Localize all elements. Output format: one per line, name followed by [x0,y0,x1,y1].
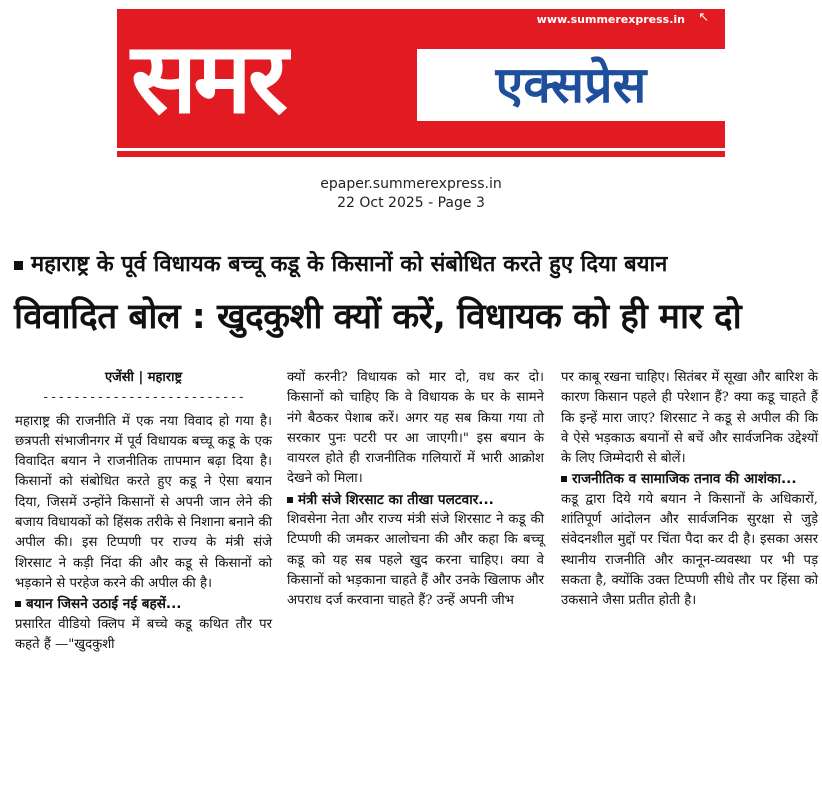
paragraph: पर काबू रखना चाहिए। सितंबर में सूखा और बारिश के कारण किसान पहले ही परेशान हैं? क्या कडू चाहते हैं कि इन्हें मारा जाए? शिरसाट ने कडू से अपील की कि वे ऐसे भड़काऊ बयानों से बचें और सार्वजनिक उद्देश्यों के लिए जिम्मेदारी से बोलें। [561,370,818,467]
section-heading-text: मंत्री संजे शिरसाट का तीखा पलटवार... [298,491,494,508]
square-bullet-icon [14,261,23,270]
square-bullet-icon [287,497,293,503]
article-column-2 [287,368,544,612]
section-heading [287,490,544,510]
headline: विवादित बोल : खुदकुशी क्यों करें, विधायक को ही मार दो [14,297,742,337]
square-bullet-icon [561,476,567,482]
article-column-3 [561,368,818,612]
square-bullet-icon [15,601,21,607]
epaper-site: epaper.summerexpress.in [320,176,502,192]
paragraph: प्रसारित वीडियो क्लिप में बच्चे कडू कथित तौर पर कहते हैं —"खुदकुशी [15,616,272,652]
masthead-url[interactable]: www.summerexpress.in [536,13,685,26]
cursor-arrow-icon: ↖ [698,10,709,25]
masthead-title-main: समर [131,22,284,136]
section-heading [561,469,818,489]
section-heading-text: राजनीतिक व सामाजिक तनाव की आशंका... [572,471,797,488]
paragraph: क्यों करनी? विधायक को मार दो, वध कर दो। किसानों को चाहिए कि वे विधायक के घर के सामने नंगे बैठकर पेशाब करें। अगर यह सब किया गया तो सरकार पुनः पटरी पर आ जाएगी।" इस बयान के वायरल होते ही राजनीतिक गलियारों में भारी आक्रोश देखने को मिला। [287,370,544,487]
byline: एजेंसी | महाराष्ट्र [104,370,183,385]
paragraph: महाराष्ट्र की राजनीति में एक नया विवाद हो गया है। छत्रपती संभाजीनगर में पूर्व विधायक बच्चू कडू के एक विवादित बयान ने राजनीतिक तापमान बढ़ा दिया है। किसानों को संबोधित करते हुए कडू ने ऐसा बयान दिया, जिसमें उन्होंने किसानों से अपनी जान लेने की बजाय विधायकों को हिंसक तरीके से निशाना बनाने की अपील की। इस टिप्पणी पर राज्य के मंत्री संजे शिरसाट ने कड़ी निंदा की और कडू से किसानों को भड़काने से परहेज करने की अपील की है। [15,413,272,591]
article-column-1 [15,368,272,655]
subheadline [14,248,814,278]
section-heading [15,594,272,614]
paragraph: शिवसेना नेता और राज्य मंत्री संजे शिरसाट ने कडू की टिप्पणी की जमकर आलोचना की और कहा कि बच्चू कडू को यह सब पहले खुद करना चाहिए। क्या वे किसानों को भड़काना चाहते हैं और उनके खिलाफ और अपराध दर्ज करवाना चाहते हैं? उन्हें अपनी जीभ [287,512,544,609]
subheadline-text: महाराष्ट्र के पूर्व विधायक बच्चू कडू के किसानों को संबोधित करते हुए दिया बयान [31,252,668,277]
masthead-stripe [117,148,725,151]
paragraph: कडू द्वारा दिये गये बयान ने किसानों के अधिकारों, शांतिपूर्ण आंदोलन और सार्वजनिक सुरक्षा से जुड़े संवेदनशील मुद्दों पर चिंता पैदा कर दी है। इसका असर स्थानीय राजनीति और कानून-व्यवस्था पर भी पड़ सकता है, क्योंकि उक्त टिप्पणी सीधे तौर पर हिंसा को उकसाने जैसा प्रतीत होती है। [561,491,818,609]
masthead [117,9,725,157]
masthead-express-band [417,49,725,121]
masthead-title-express: एक्सप्रेस [495,56,647,114]
edition-date: 22 Oct 2025 - Page 3 [337,195,485,211]
byline-separator: -------------------------- [41,390,246,406]
section-heading-text: बयान जिसने उठाई नई बहसें... [26,596,182,613]
